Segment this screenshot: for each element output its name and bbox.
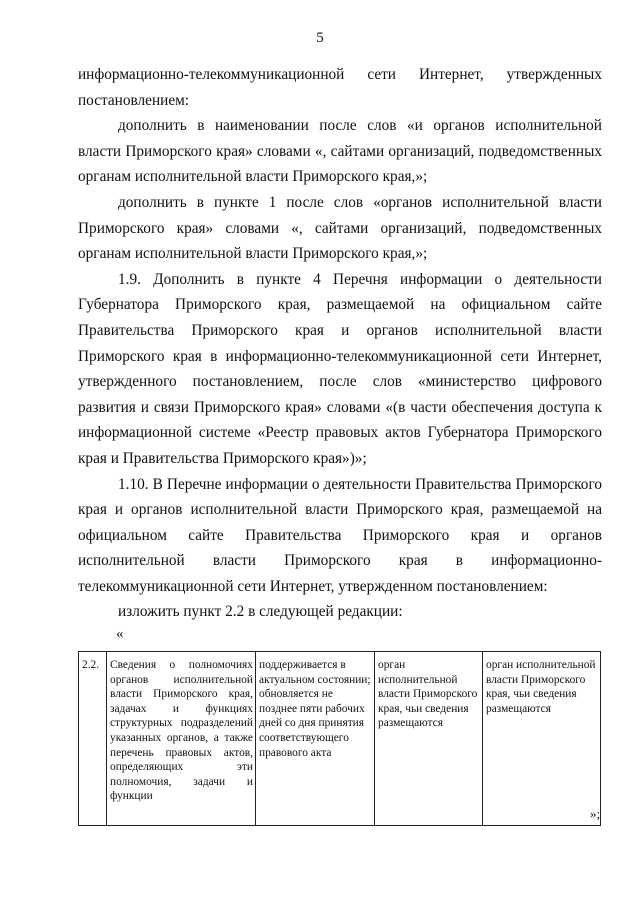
paragraph-3: дополнить в пункте 1 после слов «органов исполнительной власти Приморского края» словами «, сайтами организаций, подведомственных органам исполнительной власти Приморского края,»;: [78, 193, 602, 263]
opening-quote: «: [116, 626, 124, 642]
page-number: 5: [316, 30, 324, 46]
item-term-cell: поддерживается в актуальном состоянии; обновляется не позднее пяти рабочих дней со дня принятия соответствующего правового акта: [256, 652, 375, 826]
closing-quote: »;: [590, 806, 601, 821]
paragraph-6: изложить пункт 2.2 в следующей редакции:: [118, 603, 403, 621]
item-number-cell: 2.2.: [79, 652, 107, 826]
paragraph-2: дополнить в наименовании после слов «и органов исполнительной власти Приморского края» словами «, сайтами организаций, подведомственных органам исполнительной власти Приморского края,»;: [78, 117, 602, 186]
paragraph-5: 1.10. В Перечне информации о деятельности Правительства Приморского края и органов исполнительной власти Приморского края, размещаемой на официальном сайте Правительства Приморского края и органов исполнительной власти Приморского края в информационно-телекоммуникационной сети Интернет, утвержденном постановлением:: [78, 475, 602, 595]
paragraph-4: 1.9. Дополнить в пункте 4 Перечня информации о деятельности Губернатора Приморского края, размещаемой на официальном сайте Правительства Приморского края и органов исполнительной власти Приморского края в информационно-телекоммуникационной сети Интернет, утвержденного постановлением, после слов «министерство цифрового развития и связи Приморского края» словами «(в части обеспечения доступа к информационной системе «Реестр правовых актов Губернатора Приморского края и Правительства Приморского края»)»;: [78, 270, 602, 467]
item-responsible-cell: орган исполнительной власти Приморского края, чьи сведения размещаются: [375, 652, 483, 826]
item-info-cell: Сведения о полномочиях органов исполнительной власти Приморского края, задачах и функциях структурных подразделений указанных органов, а также перечень правовых актов, определяющих эти полномочия, задачи и функции: [107, 652, 256, 826]
document-body: [78, 62, 602, 625]
item-table: [78, 651, 601, 826]
item-responsible-cell-2: орган исполнительной власти Приморского края, чьи сведения размещаются: [483, 652, 601, 826]
paragraph-1: информационно-телекоммуникационной сети Интернет, утвержденных постановлением:: [78, 66, 602, 109]
table-row: [79, 652, 601, 826]
